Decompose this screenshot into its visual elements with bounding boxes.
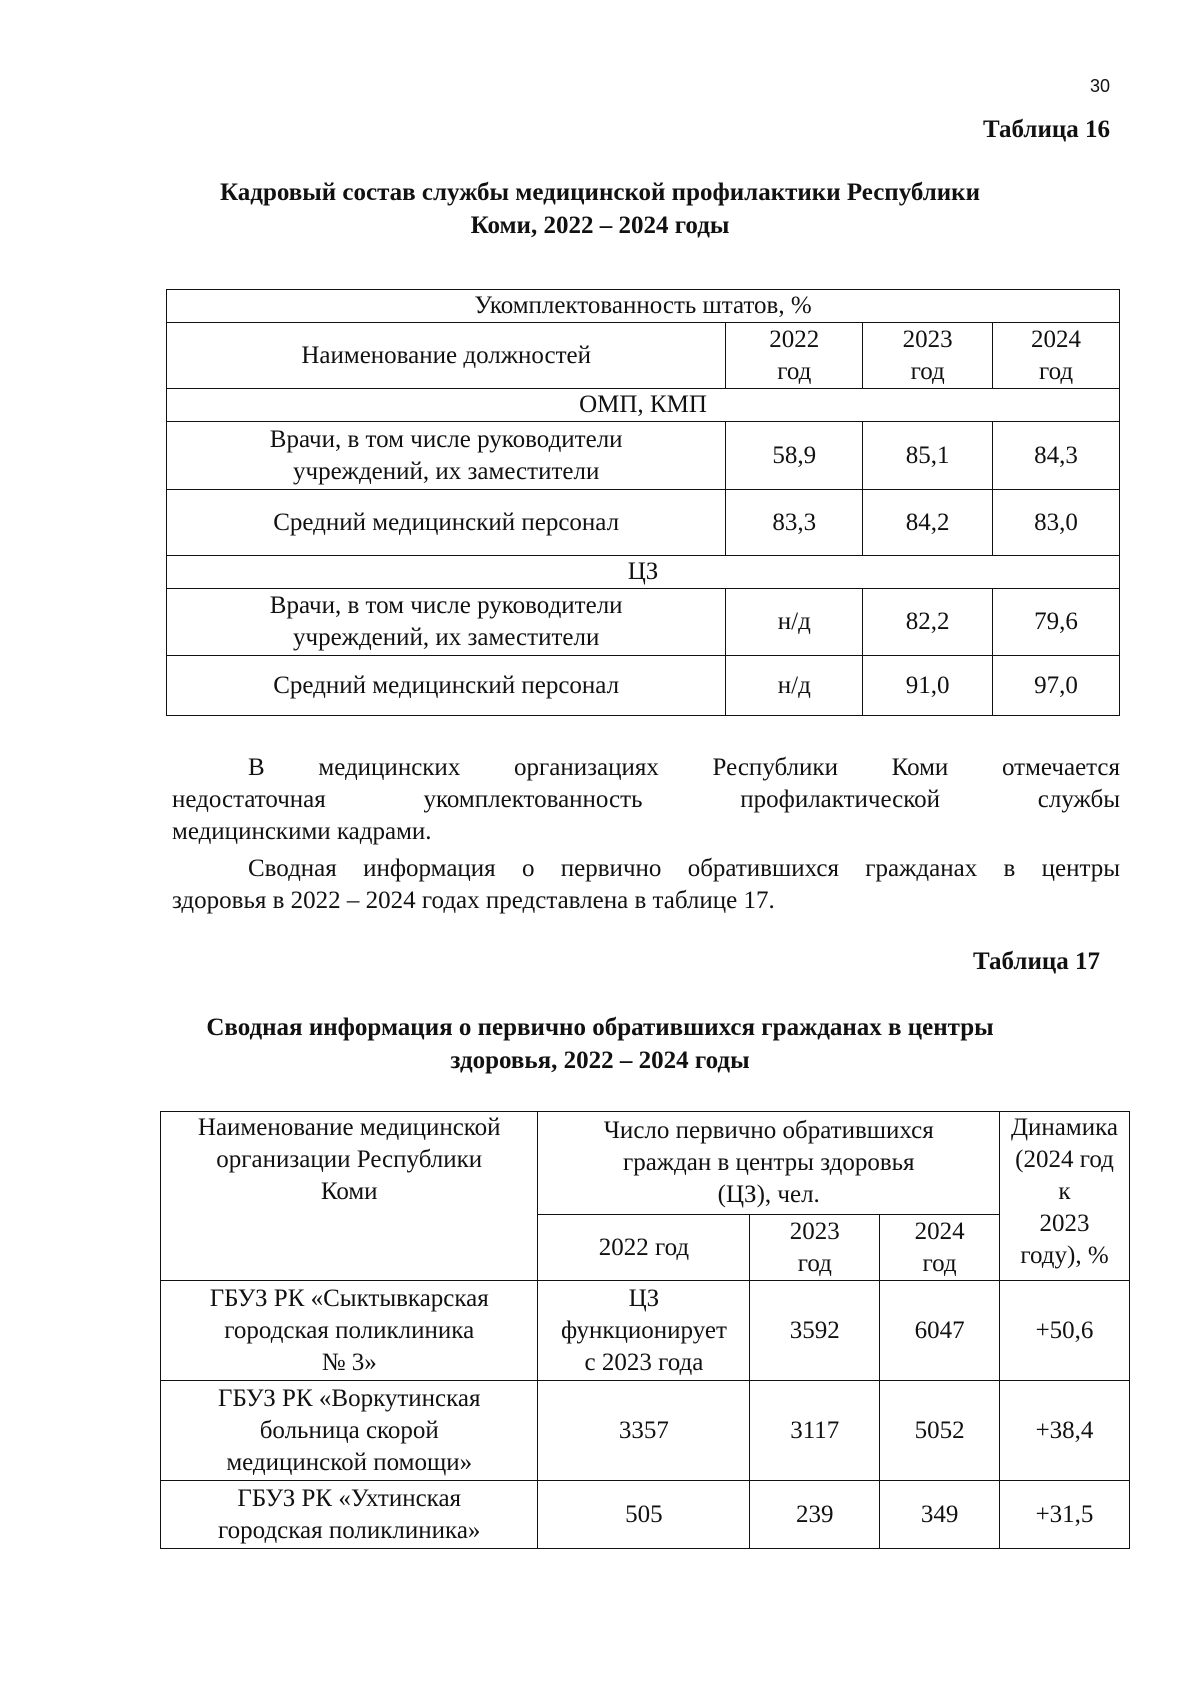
row-label: Средний медицинский персонал <box>167 490 726 556</box>
paragraph-2-line2: здоровья в 2022 – 2024 годах представлена в таблице 17. <box>172 887 775 914</box>
cell-value: ЦЗ функционирует с 2023 года <box>538 1281 750 1381</box>
page-number: 30 <box>1090 76 1111 96</box>
table-row <box>167 656 1120 716</box>
cell-value: 79,6 <box>993 589 1120 656</box>
row-label: Врачи, в том числе руководители учреждений, их заместители <box>167 422 726 490</box>
table16-col-name: Наименование должностей <box>167 323 726 389</box>
table17-col-dynamics: Динамика (2024 год к 2023 году), % <box>1000 1112 1130 1281</box>
cell-value: 239 <box>750 1481 880 1549</box>
row-org: ГБУЗ РК «Воркутинская больница скорой медицинской помощи» <box>161 1381 538 1481</box>
table-row <box>167 490 1120 556</box>
table-row <box>167 589 1120 656</box>
table17-col-2024: 2024 год <box>880 1215 1000 1281</box>
table17-col-2023: 2023 год <box>750 1215 880 1281</box>
paragraph-2 <box>172 853 1120 917</box>
table16-caption: Таблица 16 <box>982 116 1110 143</box>
paragraph-1-line3: медицинскими кадрами. <box>172 818 432 845</box>
paragraph-1-line1: В медицинских организациях Республики Коми отмечается <box>248 754 1120 781</box>
table17-col-2022: 2022 год <box>538 1215 750 1281</box>
table17-title <box>100 1011 1100 1077</box>
cell-value: 3357 <box>538 1381 750 1481</box>
cell-value: 83,3 <box>726 490 863 556</box>
table-row <box>161 1481 1130 1549</box>
table17-caption: Таблица 17 <box>972 948 1100 975</box>
cell-value: 83,0 <box>993 490 1120 556</box>
cell-value: 3117 <box>750 1381 880 1481</box>
table16-title-line2: Коми, 2022 – 2024 годы <box>470 212 730 239</box>
table17-title-line2: здоровья, 2022 – 2024 годы <box>450 1047 750 1074</box>
row-label: Средний медицинский персонал <box>167 656 726 716</box>
cell-value: 85,1 <box>863 422 993 490</box>
cell-value: 5052 <box>880 1381 1000 1481</box>
table-row <box>161 1381 1130 1481</box>
table-row <box>167 422 1120 490</box>
cell-value: 82,2 <box>863 589 993 656</box>
table16-col-2022: 2022 год <box>726 323 863 389</box>
cell-value: 58,9 <box>726 422 863 490</box>
paragraph-1 <box>172 752 1120 848</box>
paragraph-2-line1: Сводная информация о первично обратившихся гражданах в центры <box>248 855 1120 882</box>
cell-value: +38,4 <box>1000 1381 1130 1481</box>
table17-title-line1: Сводная информация о первично обратившихся гражданах в центры <box>206 1014 994 1041</box>
cell-value: н/д <box>726 589 863 656</box>
cell-value: 84,2 <box>863 490 993 556</box>
row-org: ГБУЗ РК «Сыктывкарская городская поликлиника № 3» <box>161 1281 538 1381</box>
cell-value: 349 <box>880 1481 1000 1549</box>
cell-value: н/д <box>726 656 863 716</box>
table-row <box>161 1281 1130 1381</box>
table16 <box>166 289 1120 716</box>
paragraph-1-line2: недостаточная укомплектованность профилактической службы <box>172 786 1120 813</box>
cell-value: 505 <box>538 1481 750 1549</box>
cell-value: 6047 <box>880 1281 1000 1381</box>
cell-value: +31,5 <box>1000 1481 1130 1549</box>
table16-col-2024: 2024 год <box>993 323 1120 389</box>
table16-title <box>100 176 1100 242</box>
cell-value: +50,6 <box>1000 1281 1130 1381</box>
table16-title-line1: Кадровый состав службы медицинской профилактики Республики <box>220 179 980 206</box>
row-label: Врачи, в том числе руководители учреждений, их заместители <box>167 589 726 656</box>
table17-col-group: Число первично обратившихся граждан в центры здоровья (ЦЗ), чел. <box>538 1112 1000 1215</box>
table17 <box>160 1111 1130 1549</box>
cell-value: 3592 <box>750 1281 880 1381</box>
table16-section-cz: ЦЗ <box>167 556 1120 589</box>
row-org: ГБУЗ РК «Ухтинская городская поликлиника» <box>161 1481 538 1549</box>
table17-col-org: Наименование медицинской организации Республики Коми <box>161 1112 538 1281</box>
cell-value: 91,0 <box>863 656 993 716</box>
cell-value: 84,3 <box>993 422 1120 490</box>
cell-value: 97,0 <box>993 656 1120 716</box>
table16-header-group: Укомплектованность штатов, % <box>167 290 1120 323</box>
table16-section-omp: ОМП, КМП <box>167 389 1120 422</box>
table16-col-2023: 2023 год <box>863 323 993 389</box>
